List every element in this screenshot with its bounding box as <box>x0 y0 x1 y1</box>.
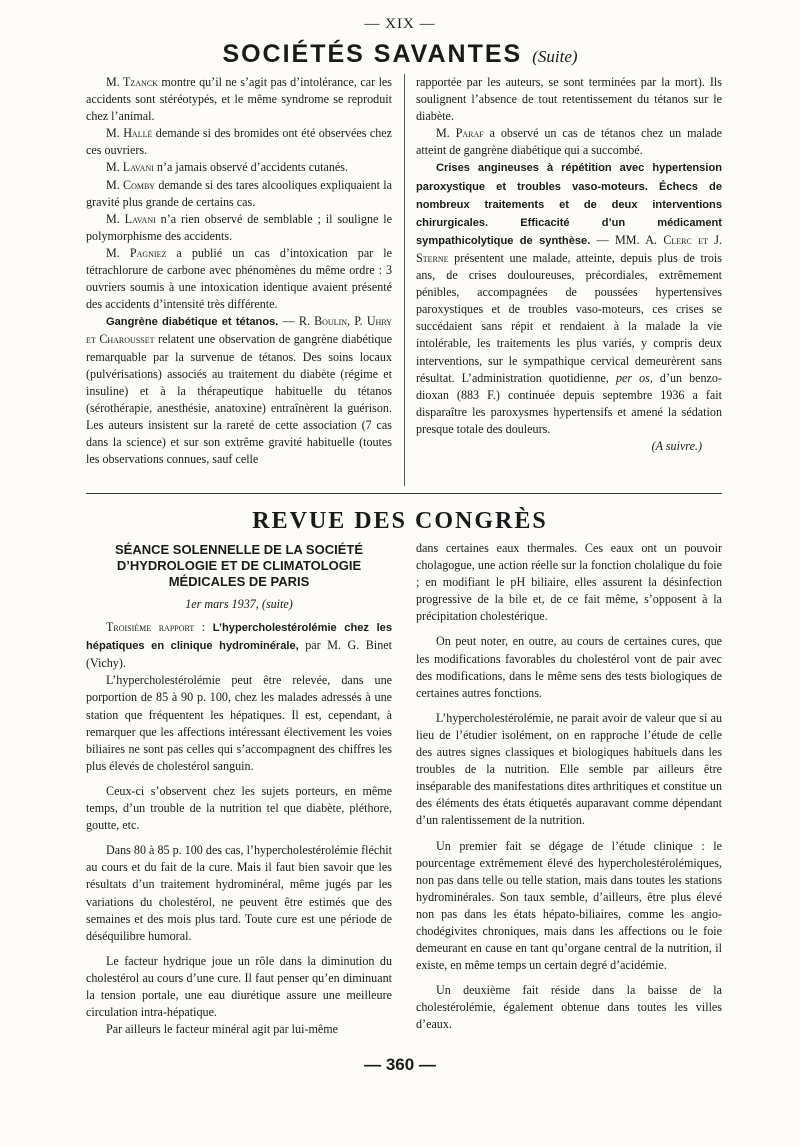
revue-title: REVUE DES CONGRÈS <box>252 508 548 534</box>
bottom-left-column <box>86 540 392 1038</box>
paragraph: M. Lavani n’a jamais observé d’accidents cutanés. <box>106 160 348 175</box>
article-title: Crises angineuses à répétition avec hypertension paroxystique et troubles vaso-moteurs. Échecs de nombreux traitements et de deux interventions chirurgicales. Efficacité d’un médicament sympathicolytique de synthèse. <box>416 162 722 247</box>
paragraph: Ceux-ci s’observent chez les sujets porteurs, en même temps, d’un trouble de la nutrition tel que diabète, pléthore, goutte, etc. <box>86 783 392 833</box>
paragraph: L’hypercholestérolémie peut être relevée, dans une porportion de 85 à 90 p. 100, chez les malades adressés à une station que fréquentent les hépatiques. Il est, cependant, à remarquer que les affections intéressant électivement les voies biliaires ne sont pas celles qui s’accompagnent des chiffres les plus élevés de cholestérol sanguin. <box>86 673 392 773</box>
top-right-column <box>416 74 722 455</box>
paragraph: M. Comby demande si des tares alcooliques expliquaient la gravité plus grande de certains cas. <box>86 177 392 209</box>
paragraph: M. Paraf a observé un cas de tétanos chez un malade atteint de gangrène diabétique qui a succombé. <box>416 126 722 158</box>
paragraph: Le facteur hydrique joue un rôle dans la diminution du cholestérol au cours d’une cure. Il faut penser qu’en diminuant la tension portale, une eau diurétique assure une meilleure circulation intra-hépatique. <box>86 953 392 1020</box>
roman-page-number: — XIX — <box>364 16 436 32</box>
paragraph: Un deuxième fait réside dans la baisse de la cholestérolémie, également obtenue dans toutes les villes d’eaux. <box>416 983 722 1032</box>
paragraph: M. Tzanck montre qu’il ne s’agit pas d’intolérance, car les accidents sont stéréotypés, et le même syndrome se reproduit chez l’animal. <box>86 75 393 124</box>
section-banner <box>0 40 800 69</box>
paragraph: dans certaines eaux thermales. Ces eaux ont un pouvoir cholagogue, une action réelle sur la fonction cholalique du foie ; en modifiant le pH biliaire, elles assurent la désinfection progressive de la bile et, de ce fait même, s’opposent à la précipitation cholestérique. <box>416 541 722 624</box>
paragraph: M. Pagniez a publié un cas d’intoxication par le tétrachlorure de carbone avec phénomènes du même ordre : 3 ouvriers soumis à une intoxication identique avaient présenté des accidents d’intensité très différente. <box>86 245 393 312</box>
section-title: SOCIÉTÉS SAVANTES <box>222 40 523 68</box>
paragraph: Crises angineuses à répétition avec hypertension paroxystique et troubles vaso-moteurs. Échecs de nombreux traitements et de deux interventions chirurgicales. Efficacité d’un médicament sympathicolytique de synthèse. — MM. A. Clerc et J. Sterne présentent une malade, atteinte, depuis plus de trois ans, de crises douloureuses, précordiales, extrêmement pénibles, accompagnées de poussées hypertensives paroxystiques et de troubles vaso-moteurs, ces crises se succédaient sans répit et rendaient à la malade la vie intolérable, les traitements les plus variés, y compris deux interventions, sur le sympathique cervical demeurèrent sans résultat. L’administration quotidienne, per os, d’un benzo-dioxan (883 F.) continuée depuis septembre 1936 a fait disparaître les paroxysmes hypertensifs et amené la sédation presque totale des douleurs. <box>416 162 722 436</box>
paragraph: L’hypercholestérolémie, ne parait avoir de valeur que si au lieu de l’étudier isolément, on en rapproche l’étude de celle des autres signes classiques et biologiques habituels dans les troubles de la nutrition. Elle semble par ailleurs être inséparable des manifestations dites arthritiques et constitue un des éléments des états étiquetés auparavant comme dépendant d’un ralentissement de la nutrition. <box>416 710 722 828</box>
paragraph: M. Hallé demande si des bromides ont été observées chez ces ouvriers. <box>86 126 392 158</box>
paragraph: Un premier fait se dégage de l’étude clinique : le pourcentage extrêmement élevé des hypercholestérolémiques, non pas dans telle ou telle station, mais dans toutes les stations hydrominérales. Son taux semble, d’ailleurs, être plus élevé non pas dans les états hépato-biliaires, comme les angio-chodégivites chroniques, mais dans les affections ou le foie demeurant en cause en tant qu’organe central de la nutrition, il existe, en même temps un certain degré d’acidémie. <box>416 838 722 973</box>
paragraph: Troisième rapport : L’hypercholestérolémie chez les hépatiques en clinique hydrominérale, par M. G. Binet (Vichy). <box>86 620 392 671</box>
paragraph: M. Lavani n’a rien observé de semblable ; il souligne le polymorphisme des accidents. <box>86 211 392 243</box>
seance-title: SÉANCE SOLENNELLE DE LA SOCIÉTÉ D’HYDROLOGIE ET DE CLIMATOLOGIE MÉDICALES DE PARIS <box>115 542 363 589</box>
top-left-column <box>86 74 392 468</box>
rapport-title: L’hypercholestérolémie chez les hépatiques en clinique hydrominérale, <box>86 622 392 653</box>
page-number: — 360 — <box>364 1055 436 1074</box>
paragraph: Par ailleurs le facteur minéral agit par lui-même <box>106 1022 339 1037</box>
paragraph: Gangrène diabétique et tétanos. — R. Boulin, P. Uhry et Charousset relatent une observation de gangrène diabétique remarquable par la survenue de tétanos. Des soins locaux (pulvérisations) associés au traitement du diabète (régime et insuline) et à la thérapeutique habituelle du tétanos (sérothérapie, anesthésie, anatoxine) entraînèrent la guérison. Les auteurs insistent sur la rareté de cette association (7 cas dans la science) et sur son extrême gravité habituelle (toutes les observations connues, sauf celle <box>86 314 393 467</box>
bottom-right-column <box>416 540 722 1034</box>
section-suite: (Suite) <box>532 47 578 66</box>
paragraph: On peut noter, en outre, au cours de certaines cures, que les modifications favorables du cholestérol vont de pair avec des modifications, dans le même sens des tests biologiques de certaines autres fonctions. <box>416 634 722 700</box>
paragraph: Dans 80 à 85 p. 100 des cas, l’hypercholestérolémie fléchit au cours et du fait de la cure. Mais il faut bien savoir que les résultats d’un traitement hydrominéral, même jugés par les variations du cholestérol, ne peuvent être estimés que des semaines et des mois plus tard. Toute cure est une période de déséquilibre humoral. <box>86 843 392 943</box>
section-divider <box>86 493 722 494</box>
seance-date: 1er mars 1937, (suite) <box>185 597 293 611</box>
paragraph: rapportée par les auteurs, se sont terminées par la mort). Ils soulignent l’absence de tout retentissement du tétanos sur le diabète. <box>416 75 722 124</box>
article-title: Gangrène diabétique et tétanos. <box>106 316 279 329</box>
a-suivre-note: (A suivre.) <box>651 438 702 453</box>
column-divider <box>404 74 405 486</box>
